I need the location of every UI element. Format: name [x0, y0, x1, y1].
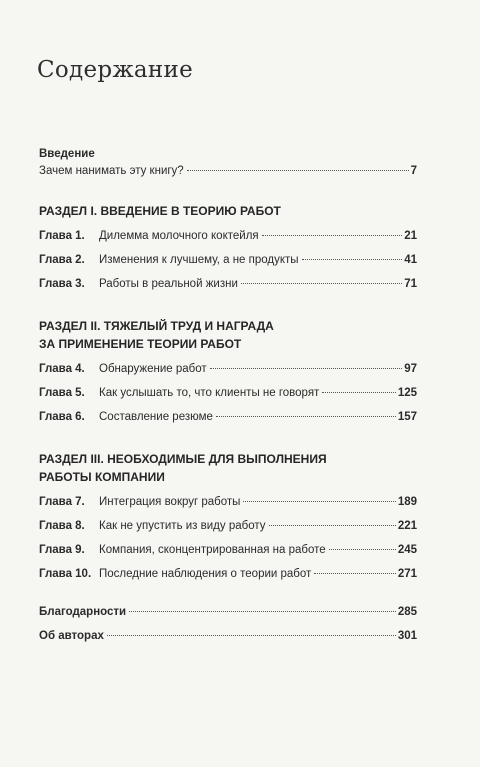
section-heading-line: РАЗДЕЛ II. ТЯЖЕЛЫЙ ТРУД И НАГРАДА	[39, 319, 274, 333]
leader-dots	[329, 549, 396, 550]
chapter-title: Компания, сконцентрированная на работе	[99, 544, 326, 556]
chapter-title: Работы в реальной жизни	[99, 278, 238, 290]
chapter-label: Глава 4.	[39, 363, 85, 375]
entry-page: 7	[410, 165, 417, 177]
chapter-title: Дилемма молочного коктейля	[99, 230, 259, 242]
section-heading-2	[39, 317, 417, 353]
chapter-title: Обнаружение работ	[99, 363, 207, 375]
entry-title: Зачем нанимать эту книгу?	[39, 165, 184, 177]
leader-dots	[187, 170, 409, 171]
chapter-title: Составление резюме	[99, 411, 213, 423]
chapter-title: Изменения к лучшему, а не продукты	[99, 254, 299, 266]
chapter-label: Глава 8.	[39, 520, 85, 532]
chapter-label: Глава 1.	[39, 230, 85, 242]
leader-dots	[210, 368, 403, 369]
table-of-contents	[39, 146, 417, 643]
leader-dots	[241, 283, 402, 284]
chapter-page: 71	[404, 278, 417, 290]
toc-entry-chapter-1[interactable]	[39, 229, 417, 243]
entry-page: 301	[397, 630, 417, 642]
section-heading-line: ЗА ПРИМЕНЕНИЕ ТЕОРИИ РАБОТ	[39, 337, 242, 351]
chapter-label: Глава 3.	[39, 278, 85, 290]
section-heading-line: РАЗДЕЛ I. ВВЕДЕНИЕ В ТЕОРИЮ РАБОТ	[39, 204, 281, 218]
toc-entry-intro[interactable]	[39, 164, 417, 178]
toc-entry-chapter-9[interactable]	[39, 543, 417, 557]
chapter-page: 245	[397, 544, 417, 556]
leader-dots	[129, 611, 396, 612]
chapter-page: 157	[397, 411, 417, 423]
toc-entry-about-authors[interactable]	[39, 629, 417, 643]
section-heading-line: РАБОТЫ КОМПАНИИ	[39, 470, 165, 484]
leader-dots	[302, 259, 403, 260]
chapter-page: 271	[397, 568, 417, 580]
leader-dots	[216, 416, 396, 417]
entry-page: 285	[397, 606, 417, 618]
leader-dots	[314, 573, 396, 574]
chapter-label: Глава 5.	[39, 387, 85, 399]
leader-dots	[243, 501, 395, 502]
chapter-label: Глава 9.	[39, 544, 85, 556]
toc-entry-chapter-6[interactable]	[39, 410, 417, 424]
chapter-page: 97	[404, 363, 417, 375]
toc-entry-chapter-3[interactable]	[39, 277, 417, 291]
toc-entry-chapter-2[interactable]	[39, 253, 417, 267]
chapter-title: Интеграция вокруг работы	[99, 496, 241, 508]
chapter-label: Глава 7.	[39, 496, 85, 508]
section-heading-1	[39, 202, 417, 220]
chapter-label: Глава 2.	[39, 254, 85, 266]
section-heading-line: РАЗДЕЛ III. НЕОБХОДИМЫЕ ДЛЯ ВЫПОЛНЕНИЯ	[39, 452, 327, 466]
chapter-title: Последние наблюдения о теории работ	[99, 568, 312, 580]
chapter-page: 189	[397, 496, 417, 508]
chapter-title: Как услышать то, что клиенты не говорят	[99, 387, 320, 399]
toc-entry-chapter-10[interactable]	[39, 567, 417, 581]
leader-dots	[322, 392, 395, 393]
leader-dots	[262, 235, 403, 236]
toc-entry-chapter-7[interactable]	[39, 495, 417, 509]
toc-entry-chapter-8[interactable]	[39, 519, 417, 533]
intro-heading: Введение	[39, 148, 95, 160]
toc-entry-acknowledgements[interactable]	[39, 605, 417, 619]
toc-entry-chapter-4[interactable]	[39, 362, 417, 376]
leader-dots	[107, 635, 396, 636]
chapter-page: 41	[404, 254, 417, 266]
chapter-title: Как не упустить из виду работу	[99, 520, 266, 532]
chapter-page: 21	[404, 230, 417, 242]
chapter-page: 125	[397, 387, 417, 399]
page-title: Содержание	[37, 57, 194, 83]
leader-dots	[269, 525, 396, 526]
entry-title: Об авторах	[39, 630, 104, 642]
entry-title: Благодарности	[39, 606, 127, 618]
toc-entry-chapter-5[interactable]	[39, 386, 417, 400]
chapter-label: Глава 6.	[39, 411, 85, 423]
chapter-page: 221	[397, 520, 417, 532]
section-heading-3	[39, 450, 417, 486]
chapter-label: Глава 10.	[39, 568, 92, 580]
